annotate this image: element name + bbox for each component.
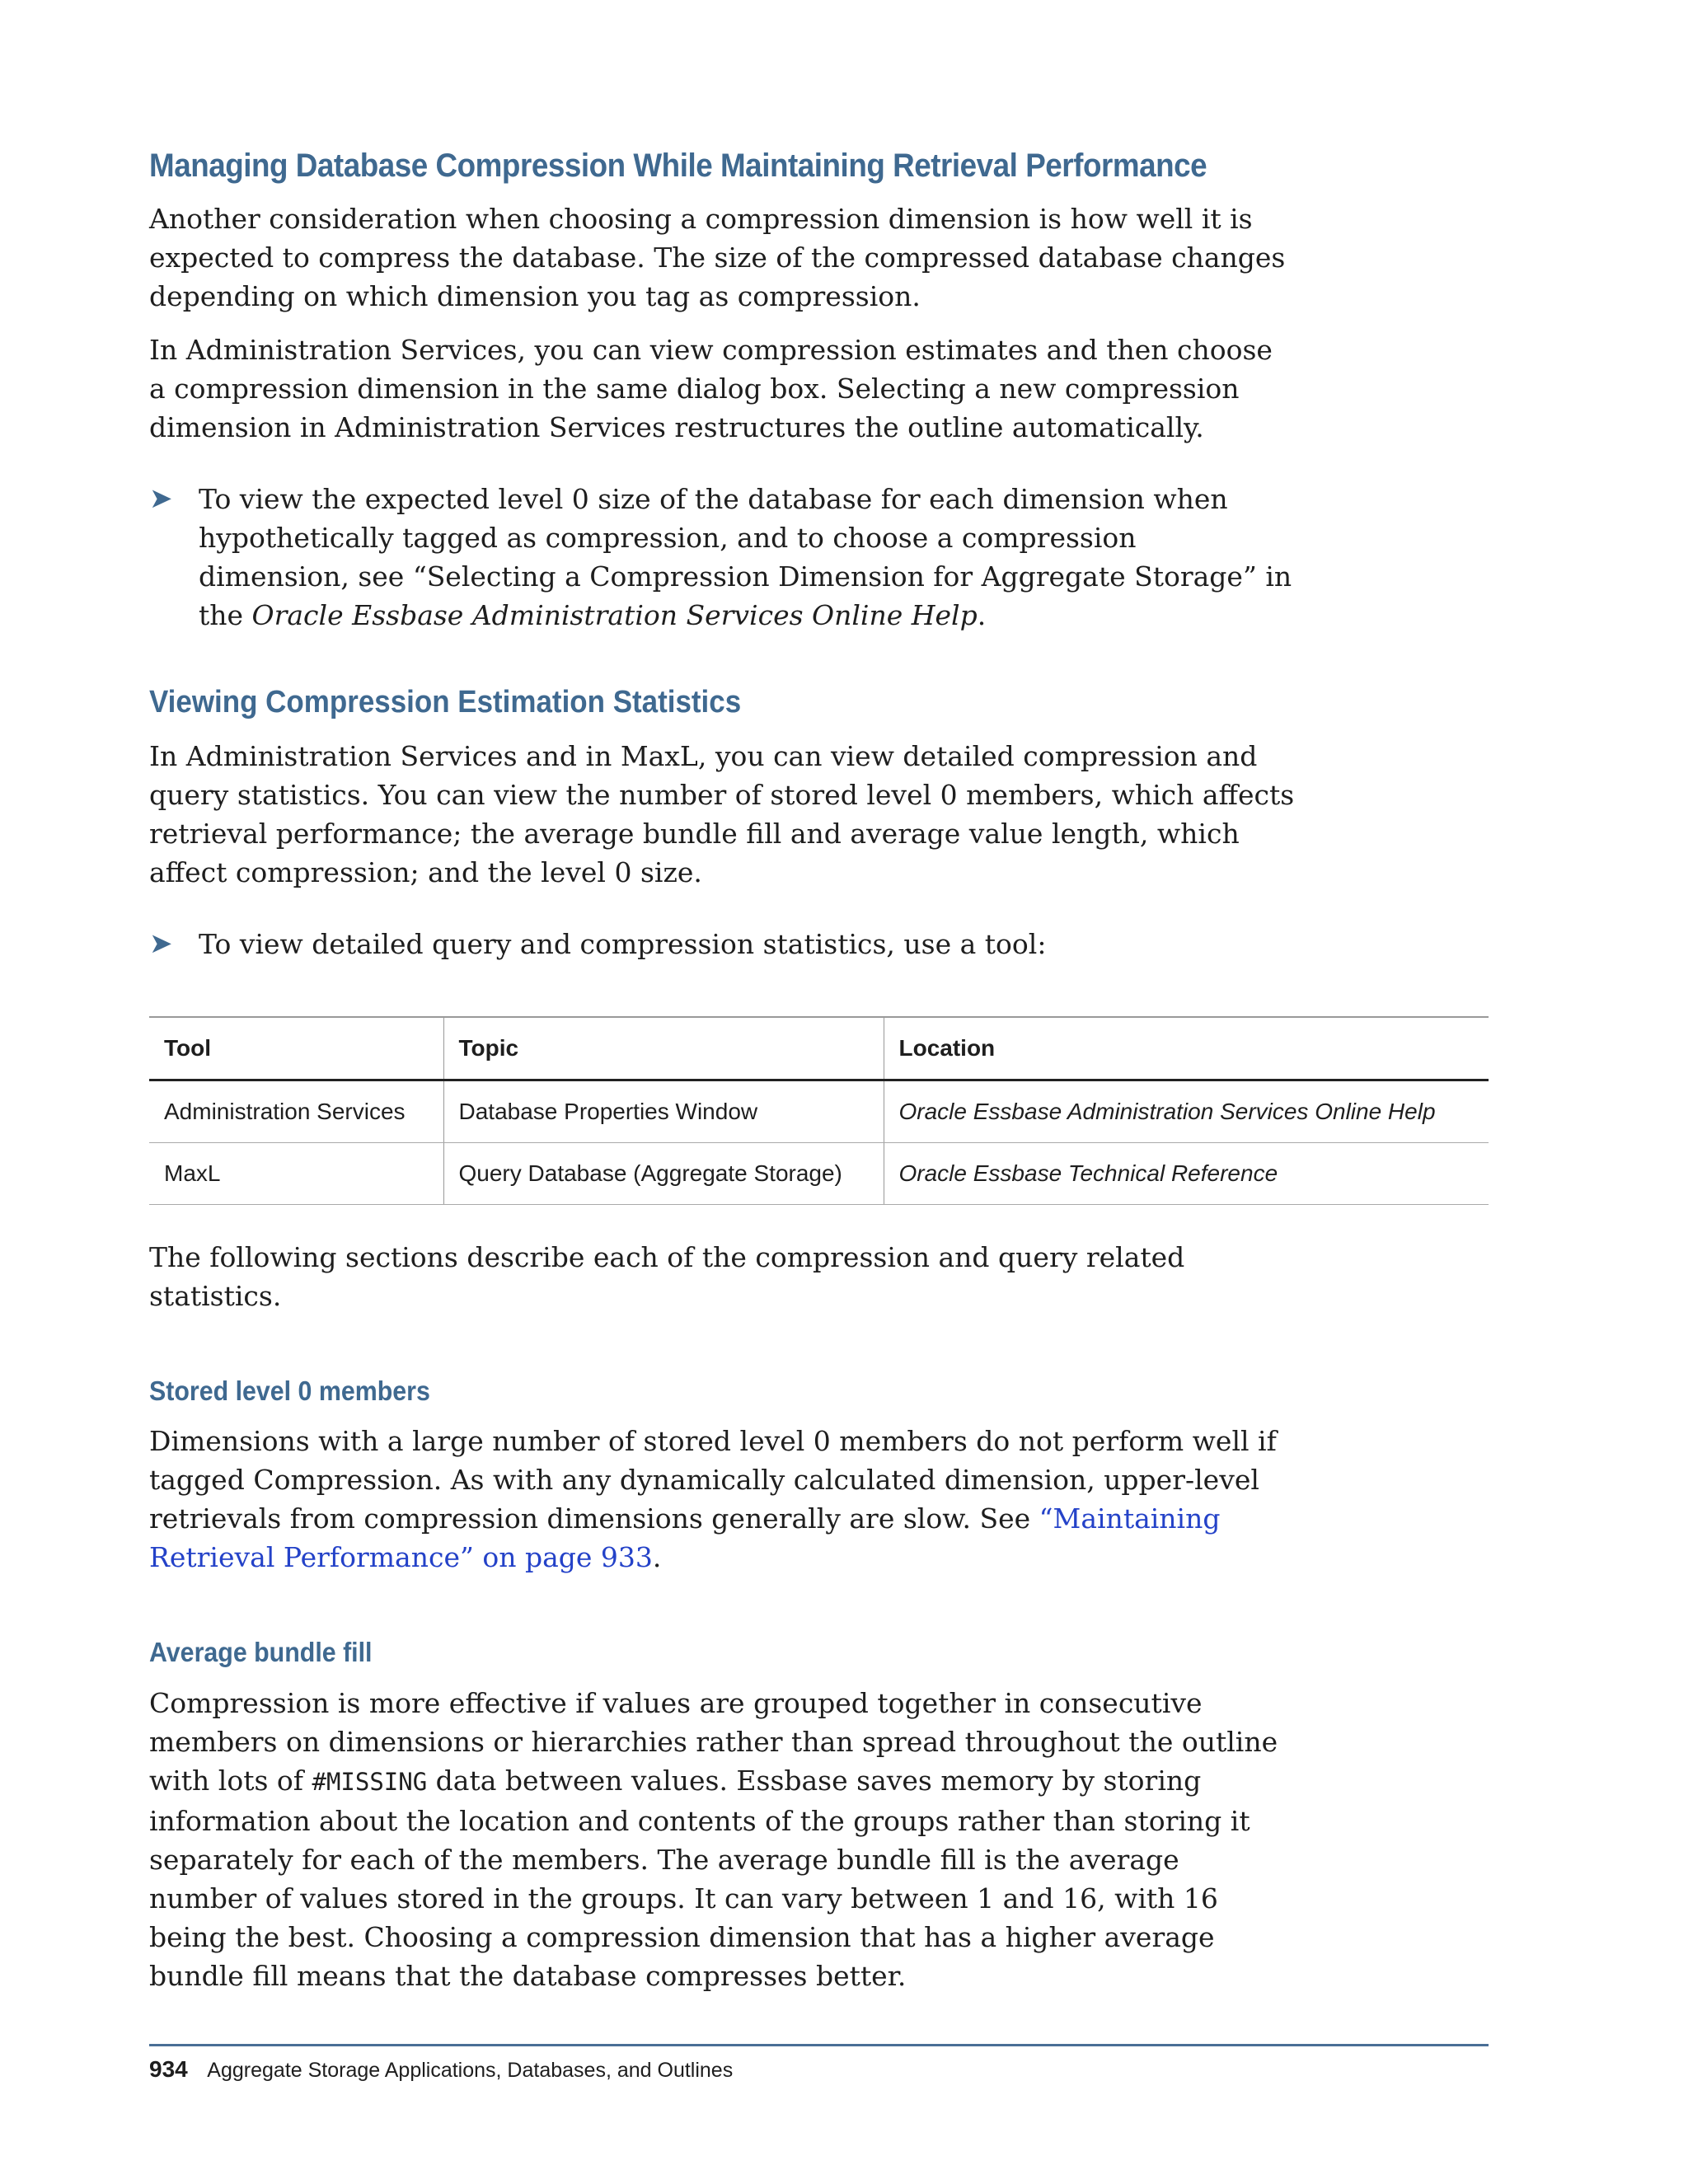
paragraph: In Administration Services and in MaxL, you can view detailed compression and query statistics. You can view the number of stored level 0 members, which affects retrieval performance; the average bundle fill and average value length, which affect compression; and the level 0 size.	[149, 739, 1295, 888]
table-cell: Oracle Essbase Technical Reference	[884, 1142, 1489, 1204]
cross-reference-link[interactable]: “Maintaining Retrieval Performance” on page 933	[149, 1502, 1221, 1574]
task-text: To view detailed query and compression statistics, use a tool:	[199, 927, 1047, 960]
subsection-heading-stored-level-0: Stored level 0 members	[149, 1375, 430, 1406]
page-content	[149, 147, 1489, 2010]
arrow-right-icon: ➤	[149, 926, 173, 960]
table-cell: Database Properties Window	[443, 1080, 884, 1142]
paragraph: Another consideration when choosing a compression dimension is how well it is expected to compress the database. The size of the compressed database changes depending on which dimension you tag as compression.	[149, 203, 1286, 312]
chapter-title: Aggregate Storage Applications, Databases, and Outlines	[207, 2059, 734, 2082]
paragraph-text-end: data between values. Essbase saves memory by storing information about the location and contents of the groups rather than storing it separately for each of the members. The average bundle fill is the average number of values stored in the groups. It can vary between 1 and 16, with 16 being the best. Choosing a compression dimension that has a higher average bundle fill means that the database compresses better.	[149, 1764, 1250, 1992]
section-heading-managing-compression: Managing Database Compression While Maintaining Retrieval Performance	[149, 148, 1207, 184]
table-cell: Oracle Essbase Administration Services Online Help	[884, 1080, 1489, 1142]
paragraph: In Administration Services, you can view compression estimates and then choose a compression dimension in the same dialog box. Selecting a new compression dimension in Administration Services restructures the outline automatically.	[149, 334, 1273, 443]
table-cell: Query Database (Aggregate Storage)	[443, 1142, 884, 1204]
task-item	[149, 925, 1295, 963]
paragraph-text: Compression is more effective if values are grouped together in consecutive members on dimensions or hierarchies rather than spread throughout the outline with lots of	[149, 1686, 1278, 1797]
tools-table	[149, 1016, 1489, 1205]
table-cell: Administration Services	[149, 1080, 443, 1142]
table-row	[149, 1080, 1489, 1142]
table-row	[149, 1142, 1489, 1204]
task-text-end: .	[977, 599, 987, 631]
column-header: Topic	[443, 1017, 884, 1080]
page-number: 934	[149, 2056, 188, 2082]
paragraph-text-end: .	[652, 1541, 662, 1574]
paragraph	[149, 1684, 1295, 1995]
table-cell: MaxL	[149, 1142, 443, 1204]
paragraph: The following sections describe each of the compression and query related statistics.	[149, 1240, 1185, 1312]
column-header: Location	[884, 1017, 1489, 1080]
column-header: Tool	[149, 1017, 443, 1080]
page-footer	[149, 2044, 1489, 2083]
doc-reference: Oracle Essbase Administration Services Online Help	[251, 599, 978, 631]
paragraph-text: Dimensions with a large number of stored level 0 members do not perform well if tagged Compression. As with any dynamically calculated dimension, upper-level retrievals from compression dimensions generally are slow. See	[149, 1425, 1277, 1535]
section-heading-viewing-statistics: Viewing Compression Estimation Statistics	[149, 685, 742, 719]
paragraph	[149, 1422, 1295, 1577]
task-text: To view the expected level 0 size of the database for each dimension when hypothetically tagged as compression, and to choose a compression dimension, see “Selecting a Compression Dimension for Aggregate Storage” in the	[199, 483, 1292, 631]
subsection-heading-average-bundle-fill: Average bundle fill	[149, 1637, 373, 1668]
task-item	[149, 480, 1295, 635]
table-header-row	[149, 1017, 1489, 1080]
code-literal: #MISSING	[312, 1767, 428, 1796]
arrow-right-icon: ➤	[149, 482, 173, 515]
